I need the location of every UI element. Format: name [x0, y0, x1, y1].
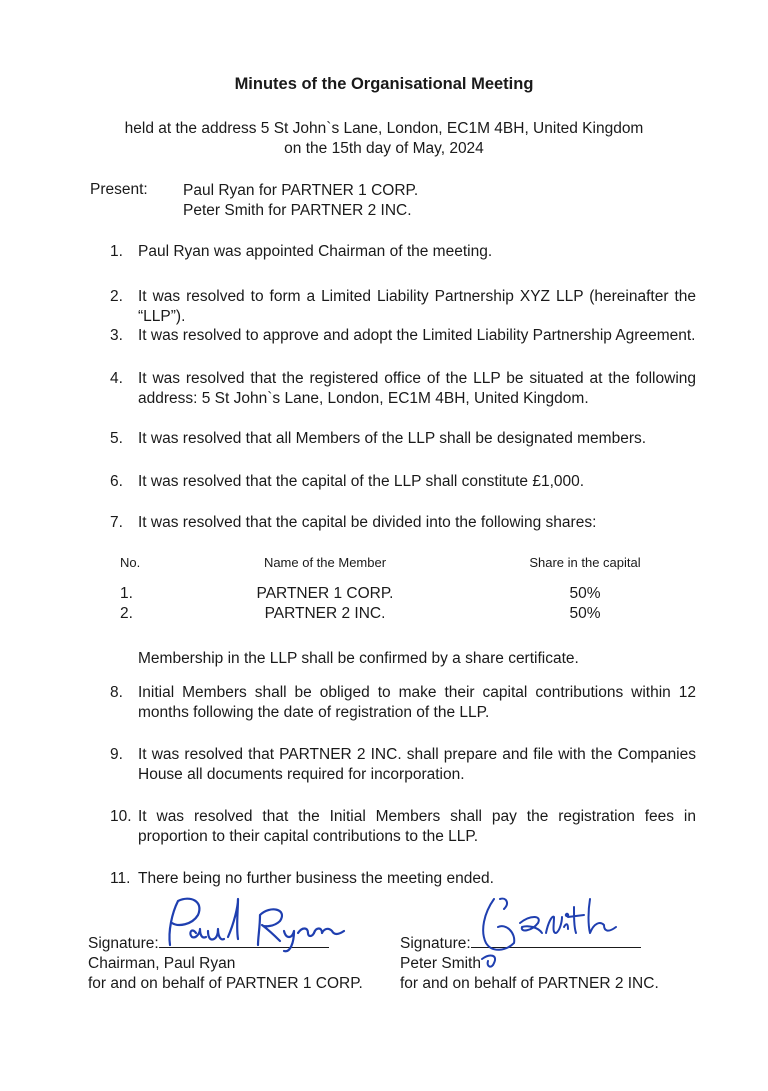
handwritten-signature-peter-smith	[470, 893, 620, 973]
row-number: 1.	[120, 585, 133, 602]
shares-table	[110, 555, 670, 625]
row-member-name: PARTNER 1 CORP.	[256, 585, 394, 602]
resolution-number: 10.	[110, 808, 132, 825]
resolution-text: It was resolved to form a Limited Liability Partnership XYZ LLP (hereinafter the “LLP”).	[138, 288, 696, 325]
meeting-address: held at the address 5 St John`s Lane, London, EC1M 4BH, United Kingdom	[124, 120, 644, 137]
meeting-date: on the 15th day of May, 2024	[284, 140, 484, 157]
resolution-item	[110, 745, 696, 785]
resolution-number: 8.	[110, 684, 123, 701]
resolution-item	[110, 326, 696, 346]
resolution-text: There being no further business the meeting ended.	[138, 870, 494, 887]
signature-label: Signature:	[400, 935, 471, 952]
resolution-text: It was resolved that all Members of the LLP shall be designated members.	[138, 430, 647, 447]
signatory-behalf: for and on behalf of PARTNER 1 CORP.	[88, 975, 363, 992]
signatory-role: Chairman, Paul Ryan	[88, 955, 236, 972]
meeting-location-date	[0, 119, 768, 159]
resolution-item	[110, 807, 696, 847]
resolution-text: It was resolved that the Initial Members shall pay the registration fees in proportion to their capital contributions to the LLP.	[138, 808, 696, 845]
resolution-number: 6.	[110, 473, 123, 490]
present-list	[183, 181, 418, 221]
resolution-text: It was resolved that the capital of the LLP shall constitute £1,000.	[138, 473, 585, 490]
resolution-text: It was resolved that the registered office of the LLP be situated at the following address: 5 St John`s Lane, London, EC1M 4BH, United Kingdom.	[138, 370, 696, 407]
resolution-item	[110, 683, 696, 723]
membership-note: Membership in the LLP shall be confirmed by a share certificate.	[138, 650, 579, 667]
resolution-item	[110, 429, 696, 449]
signatory-role: Peter Smith	[400, 955, 481, 972]
resolution-item	[110, 472, 696, 492]
resolution-number: 2.	[110, 288, 123, 305]
table-row	[110, 585, 670, 605]
resolution-number: 9.	[110, 746, 123, 763]
header-share: Share in the capital	[529, 555, 641, 570]
header-member-name: Name of the Member	[263, 555, 387, 570]
resolution-number: 3.	[110, 327, 123, 344]
resolution-text: Initial Members shall be obliged to make their capital contributions within 12 months following the date of registration of the LLP.	[138, 684, 696, 721]
present-name: Paul Ryan for PARTNER 1 CORP.	[183, 182, 419, 199]
handwritten-signature-paul-ryan	[148, 893, 348, 955]
resolution-text: It was resolved to approve and adopt the Limited Liability Partnership Agreement.	[138, 327, 696, 344]
resolution-item	[110, 513, 696, 533]
present-label: Present:	[90, 181, 148, 198]
resolution-item	[110, 287, 696, 327]
resolution-number: 4.	[110, 370, 123, 387]
resolution-item	[110, 369, 696, 409]
row-share: 50%	[569, 585, 601, 602]
row-share: 50%	[569, 605, 601, 622]
resolution-number: 11.	[110, 870, 131, 887]
signatory-behalf: for and on behalf of PARTNER 2 INC.	[400, 975, 659, 992]
resolution-item	[110, 869, 696, 889]
resolution-number: 1.	[110, 243, 123, 260]
resolution-item	[110, 242, 696, 262]
header-no: No.	[120, 555, 141, 570]
document-title: Minutes of the Organisational Meeting	[234, 75, 534, 93]
resolution-text: Paul Ryan was appointed Chairman of the meeting.	[138, 243, 493, 260]
table-row	[110, 605, 670, 625]
present-name: Peter Smith for PARTNER 2 INC.	[183, 202, 412, 219]
resolution-text: It was resolved that PARTNER 2 INC. shall prepare and file with the Companies House all documents required for incorporation.	[138, 746, 696, 783]
resolution-number: 5.	[110, 430, 123, 447]
row-member-name: PARTNER 2 INC.	[264, 605, 386, 622]
row-number: 2.	[120, 605, 133, 622]
shares-table-header	[110, 555, 670, 575]
resolution-number: 7.	[110, 514, 123, 531]
resolution-text: It was resolved that the capital be divided into the following shares:	[138, 514, 597, 531]
signature-label: Signature:	[88, 935, 159, 952]
